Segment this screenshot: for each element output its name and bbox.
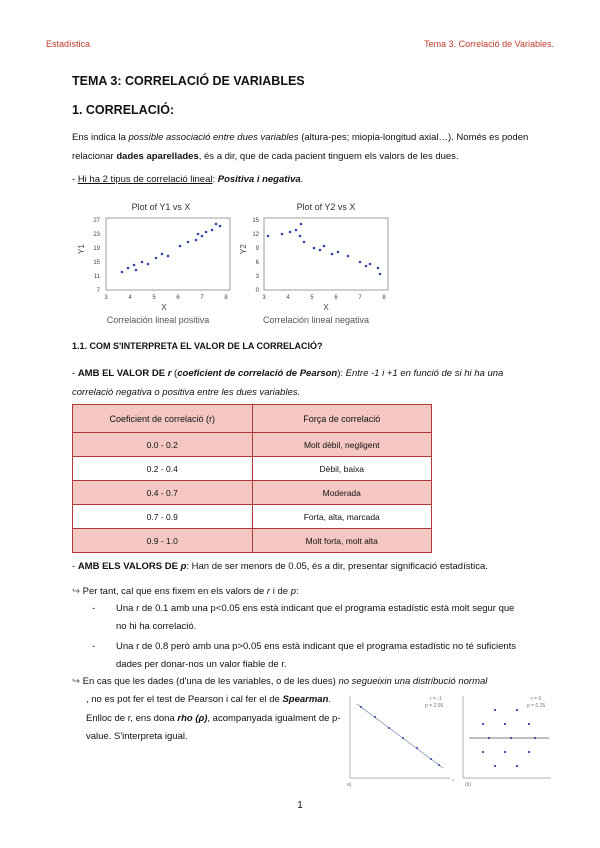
mini-a-xlabel: a) [347, 782, 352, 788]
list-item: - Una r de 0.8 però amb una p>0.05 ens està indicant que el programa estadístic no té suficients dades per donar-nos un valor fiable de r. [92, 641, 517, 670]
table-cell: 0.2 - 0.4 [73, 457, 253, 481]
spearman-plots-image [345, 690, 555, 790]
plot2-xtick: 7 [358, 295, 362, 301]
table-cell: Forta, alta, marcada [252, 505, 432, 529]
correlation-types: - Hi ha 2 tipus de correlació lineal: Positiva i negativa. [72, 174, 304, 185]
arrow-icon: ↪ [72, 586, 83, 597]
plot1-xlabel: X [161, 303, 167, 312]
plot1-xtick: 7 [200, 295, 204, 301]
table-cell: Molt forta, molt alta [252, 529, 432, 553]
table-header: Força de correlació [252, 405, 432, 433]
intro-paragraph: Ens indica la possible associació entre dues variables (altura-pes; miopia-longitud axial…). Només es poden relacionar dades aparellades, és a dir, que de cada pacient tinguem els valors de les dues. [72, 132, 529, 162]
plot2-ytick: 3 [255, 274, 259, 280]
table-cell: 0.9 - 1.0 [73, 529, 253, 553]
plot2-ytick: 15 [252, 218, 259, 224]
mini-b-xlabel: (b) [465, 782, 472, 788]
plot1-title: Plot of Y1 vs X [131, 202, 191, 212]
plot2-xtick: 4 [286, 295, 290, 301]
mini-b-stat1: r = 0 [531, 696, 542, 702]
section-heading-interpretacio: 1.1. COM S'INTERPRETA EL VALOR DE LA CORRELACIÓ? [72, 341, 323, 351]
plot1-ytick: 27 [93, 218, 100, 224]
header-topic: Tema 3. Correlació de Variables. [424, 39, 554, 49]
table-cell: 0.7 - 0.9 [73, 505, 253, 529]
plot2-ytick: 12 [252, 232, 259, 238]
plot2-xtick: 5 [310, 295, 314, 301]
plot1-ytick: 19 [93, 246, 100, 252]
mini-a-stat1: r = -1 [430, 696, 442, 702]
table-row [73, 529, 432, 553]
plot1-xtick: 5 [152, 295, 156, 301]
plot1-ytick: 11 [93, 274, 100, 280]
plot2-ytick: 9 [255, 246, 259, 252]
page-number: 1 [297, 800, 303, 811]
pearson-paragraph: - AMB EL VALOR DE r (coeficient de correlació de Pearson): Entre -1 i +1 en funció de si hi ha una correlació negativa o positiva entre les dues variables. [72, 368, 504, 398]
plot1-xtick: 4 [128, 295, 132, 301]
table-cell: Dèbil, baixa [252, 457, 432, 481]
plot2-xtick: 3 [262, 295, 266, 301]
spearman-paragraph-line1: ↪ En cas que les dades (d'una de les variables, o de les dues) no segueixin una distribució normal [72, 676, 488, 687]
pvalue-paragraph: - AMB ELS VALORS DE p: Han de ser menors de 0.05, és a dir, presentar significació estadística. [72, 561, 488, 572]
table-row [73, 505, 432, 529]
plot1-ytick: 7 [96, 288, 100, 294]
plot1-xtick: 8 [224, 295, 228, 301]
correlation-strength-table [72, 404, 432, 553]
plot2-title: Plot of Y2 vs X [296, 202, 356, 212]
plot2-ytick: 6 [255, 260, 259, 266]
pertant-paragraph: ↪ Per tant, cal que ens fixem en els valors de r i de p: [72, 586, 299, 597]
plot1-xtick: 6 [176, 295, 180, 301]
table-row [73, 481, 432, 505]
table-cell: Moderada [252, 481, 432, 505]
list-item: - Una r de 0.1 amb una p<0.05 ens està indicant que el programa estadístic està molt segur que no hi ha correlació. [92, 603, 515, 632]
page-title: TEMA 3: CORRELACIÓ DE VARIABLES [72, 74, 305, 88]
section-heading-correlacio: 1. CORRELACIÓ: [72, 103, 175, 117]
table-row [73, 457, 432, 481]
mini-a-stat2: p = 2.05 [425, 703, 444, 709]
table-cell: 0.4 - 0.7 [73, 481, 253, 505]
arrow-icon: ↪ [72, 676, 83, 687]
plot1-caption: Correlación lineal positiva [106, 315, 210, 325]
header-subject: Estadística [46, 39, 91, 49]
plot2-ytick: 0 [255, 288, 259, 294]
table-row [73, 433, 432, 457]
plot1-ylabel: Y1 [77, 244, 86, 254]
table-header-row [73, 405, 432, 433]
correlation-plots-image [77, 196, 396, 328]
plot2-xlabel: X [323, 303, 329, 312]
spearman-paragraph-rest: , no es pot fer el test de Pearson i cal fer el de Spearman. Enlloc de r, ens dona rho (ρ), acompanyada igualment de p-value. S'interpreta igual. [86, 694, 341, 742]
plot2-caption: Correlación lineal negativa [262, 315, 370, 325]
plot2-xtick: 6 [334, 295, 338, 301]
plot1-ytick: 23 [93, 232, 100, 238]
pertant-list [92, 600, 522, 674]
mini-a-xarrow: › [452, 778, 454, 784]
plot1-ytick: 15 [93, 260, 100, 266]
plot1-xtick: 3 [104, 295, 108, 301]
plot2-xtick: 8 [382, 295, 386, 301]
table-header: Coeficient de correlació (r) [73, 405, 253, 433]
mini-b-stat2: p = 0.25 [527, 703, 546, 709]
table-cell: 0.0 - 0.2 [73, 433, 253, 457]
table-cell: Molt dèbil, negligent [252, 433, 432, 457]
plot2-ylabel: Y2 [239, 244, 248, 254]
